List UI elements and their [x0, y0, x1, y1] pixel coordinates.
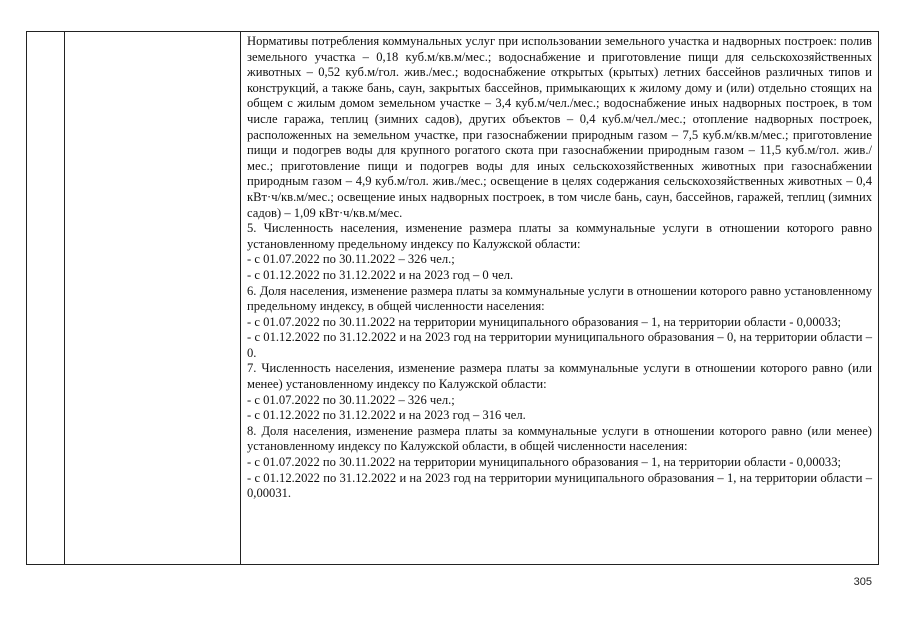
paragraph-7: 7. Численность населения, изменение размера платы за коммунальные услуги в отношении которого равно (или менее) установленному индексу по Калужской области:: [247, 361, 872, 392]
paragraph-7-item-1: - с 01.07.2022 по 30.11.2022 – 326 чел.;: [247, 392, 455, 407]
paragraph-8-item-2: - с 01.12.2022 по 31.12.2022 и на 2023 год на территории муниципального образования – 1, на территории области – 0,00031.: [247, 470, 872, 501]
paragraph-5-item-2: - с 01.12.2022 по 31.12.2022 и на 2023 год – 0 чел.: [247, 267, 514, 282]
paragraph-5: 5. Численность населения, изменение размера платы за коммунальные услуги в отношении которого равно установленному предельному индексу по Калужской области:: [247, 221, 872, 251]
paragraph-6-item-1: - с 01.07.2022 по 30.11.2022 на территории муниципального образования – 1, на территории области - 0,00033;: [247, 314, 842, 329]
name-cell: [65, 32, 241, 565]
paragraph-5-item-1: - с 01.07.2022 по 30.11.2022 – 326 чел.;: [247, 252, 455, 267]
paragraph-7-item-2: - с 01.12.2022 по 31.12.2022 и на 2023 год – 316 чел.: [247, 408, 526, 423]
paragraph-8: 8. Доля населения, изменение размера платы за коммунальные услуги в отношении которого равно (или менее) установленному индексу по Калужской области, в общей численности населения:: [247, 423, 872, 454]
paragraph-6: 6. Доля населения, изменение размера платы за коммунальные услуги в отношении которого равно установленному предельному индексу, в общей численности населения:: [247, 283, 872, 314]
number-cell: [27, 32, 65, 565]
content-cell: [241, 32, 879, 565]
page-number: 305: [853, 576, 872, 588]
document-table: [26, 31, 879, 565]
paragraph-norms: Нормативы потребления коммунальных услуг при использовании земельного участка и надворных построек: полив земельного участка – 0,18 куб.м/кв.м/мес.; водоснабжение и приготовление пищи для сельскохозяйственных животных – 0,52 куб.м/гол. жив./мес.; водоснабжение открытых (крытых) летних бассейнов различных типов и конструкций, а также бань, саун, закрытых бассейнов, примыкающих к жилому дому и (или) отдельно стоящих на общем с жилым домом земельном участке – 3,4 куб.м/чел./мес.; водоснабжение иных надворных построек, в том числе гаража, теплиц (зимних садов), других объектов – 0,4 куб.м/чел./мес.; отопление надворных построек, расположенных на земельном участке, при газоснабжении природным газом – 7,5 куб.м/кв.м/мес.; приготовление пищи и подогрев воды для крупного рогатого скота при газоснабжении природным газом – 11,5 куб.м/гол. жив./мес.; приготовление пищи и подогрев воды для иных сельскохозяйственных животных при газоснабжении природным газом – 4,9 куб.м/гол. жив./мес.; освещение в целях содержания сельскохозяйственных животных – 0,4 кВт·ч/кв.м/мес.; освещение иных надворных построек, в том числе бань, саун, бассейнов, гаражей, теплиц (зимних садов) – 1,09 кВт·ч/кв.м/мес.: [247, 34, 872, 220]
paragraph-8-item-1: - с 01.07.2022 по 30.11.2022 на территории муниципального образования – 1, на территории области - 0,00033;: [247, 455, 842, 470]
paragraph-6-item-2: - с 01.12.2022 по 31.12.2022 и на 2023 год на территории муниципального образования – 0, на территории области – 0.: [247, 330, 872, 360]
table-row: [27, 32, 879, 565]
